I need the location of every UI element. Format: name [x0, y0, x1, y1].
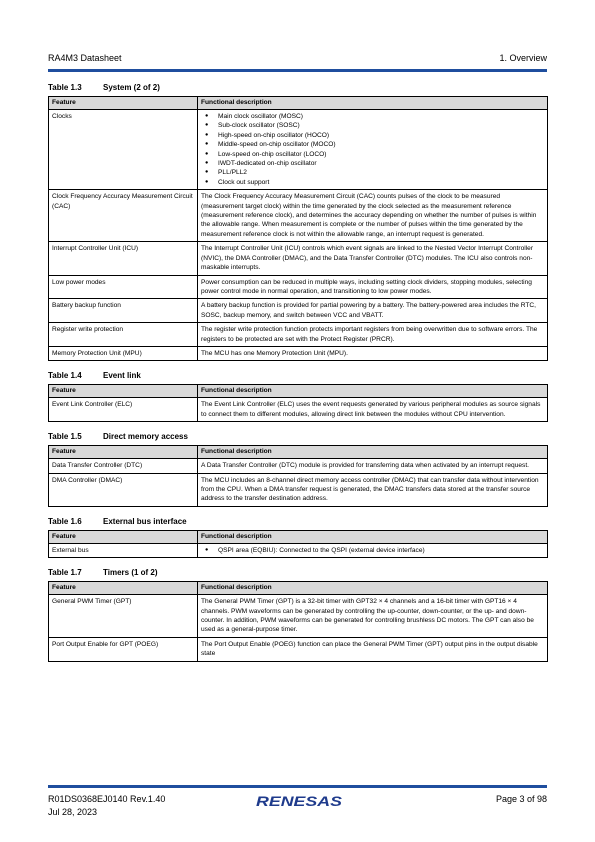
feature-cell: Data Transfer Controller (DTC) — [49, 459, 198, 473]
table-number: Table 1.4 — [48, 371, 82, 381]
column-header-description: Functional description — [198, 97, 548, 110]
feature-cell: External bus — [49, 543, 198, 557]
description-cell: A Data Transfer Controller (DTC) module is provided for transferring data when activated by an interrupt request. — [198, 459, 548, 473]
logo-text: RENESAS — [256, 793, 343, 809]
table-title: System (2 of 2) — [103, 83, 160, 92]
table-caption — [48, 431, 547, 442]
feature-cell: Port Output Enable for GPT (POEG) — [49, 637, 198, 661]
table-row — [49, 459, 548, 473]
table-row — [49, 242, 548, 275]
page-number: Page 3 of 98 — [495, 794, 547, 804]
column-header-description: Functional description — [198, 582, 548, 595]
column-header-feature: Feature — [49, 530, 198, 543]
table-row — [49, 637, 548, 661]
table-title: Direct memory access — [103, 432, 188, 442]
table-row — [49, 190, 548, 242]
table-number: Table 1.7 — [48, 568, 82, 578]
column-header-description: Functional description — [198, 446, 548, 459]
table-row — [49, 275, 548, 299]
table-header-row — [49, 530, 548, 543]
feature-cell: Register write protection — [49, 323, 198, 347]
table-number: Table 1.5 — [48, 432, 82, 442]
list-item: ● Clock out support — [205, 178, 543, 187]
description-cell: A battery backup function is provided for partial powering by a battery. The battery-powered area includes the RTC, SOSC, backup memory, and switch between VCC and VBATT. — [198, 299, 548, 323]
header-rule — [48, 69, 547, 72]
table-caption — [48, 370, 547, 381]
feature-cell: DMA Controller (DMAC) — [49, 473, 198, 506]
list-item: ● High-speed on-chip oscillator (HOCO) — [205, 131, 543, 140]
description-cell: Power consumption can be reduced in multiple ways, including setting clock dividers, stopping modules, selecting power control mode in normal operation, and transitioning to low power modes. — [198, 275, 548, 299]
table-row — [49, 595, 548, 638]
table-event-link — [48, 384, 548, 422]
table-row — [49, 473, 548, 506]
table-row — [49, 299, 548, 323]
table-title: External bus interface — [103, 516, 187, 526]
bullet-list — [201, 112, 543, 187]
feature-cell: Event Link Controller (ELC) — [49, 398, 198, 422]
table-row — [49, 346, 548, 360]
table-row — [49, 543, 548, 557]
column-header-feature: Feature — [49, 582, 198, 595]
table-title: Timers (1 of 2) — [103, 568, 158, 578]
column-header-description: Functional description — [198, 385, 548, 398]
section-title: 1. Overview — [499, 53, 547, 63]
list-item: ● Middle-speed on-chip oscillator (MOCO) — [205, 140, 543, 149]
feature-cell: Clocks — [49, 110, 198, 190]
table-direct-memory-access — [48, 445, 548, 507]
description-cell: The register write protection function protects important registers from being overwritten due to software errors. The registers to be protected are set with the Protect Register (PRCR). — [198, 323, 548, 347]
table-row — [49, 398, 548, 422]
table-header-row — [49, 582, 548, 595]
bullet-list — [201, 546, 543, 555]
description-cell — [198, 543, 548, 557]
document-title: RA4M3 Datasheet — [48, 53, 122, 63]
footer-rule — [48, 785, 547, 788]
feature-cell: Memory Protection Unit (MPU) — [49, 346, 198, 360]
table-system — [48, 96, 548, 361]
feature-cell: General PWM Timer (GPT) — [49, 595, 198, 638]
column-header-feature: Feature — [49, 97, 198, 110]
document-number: R01DS0368EJ0140 Rev.1.40 — [48, 794, 166, 804]
description-cell: The Port Output Enable (POEG) function can place the General PWM Timer (GPT) output pins in the output disable state — [198, 637, 548, 661]
list-item: ● IWDT-dedicated on-chip oscillator — [205, 159, 543, 168]
feature-cell: Clock Frequency Accuracy Measurement Circuit (CAC) — [49, 190, 198, 242]
column-header-feature: Feature — [49, 385, 198, 398]
table-number: Table 1.6 — [48, 516, 82, 526]
table-timers — [48, 581, 548, 661]
list-item: ● Low-speed on-chip oscillator (LOCO) — [205, 150, 543, 159]
page-content — [48, 82, 547, 671]
description-cell: The Clock Frequency Accuracy Measurement Circuit (CAC) counts pulses of the clock to be measured (measurement target clock) within the time generated by the clock selected as the measurement reference (measurement reference clock), and determines the accuracy depending on whether the number of pulses is within the allowable range. When measurement is complete or the number of pulses within the time generated by the measurement reference clock is not within the allowable range, an interrupt request is generated. — [198, 190, 548, 242]
table-external-bus — [48, 530, 548, 558]
list-item: ● Sub-clock oscillator (SOSC) — [205, 121, 543, 130]
description-cell: The MCU includes an 8-channel direct memory access controller (DMAC) that can transfer data without intervention from the CPU. When a DMA transfer request is generated, the DMAC transfers data stored at the transfer source address to the transfer destination address. — [198, 473, 548, 506]
renesas-logo — [256, 793, 344, 809]
table-caption — [48, 567, 547, 578]
feature-cell: Interrupt Controller Unit (ICU) — [49, 242, 198, 275]
list-item: ● QSPI area (EQBIU): Connected to the QSPI (external device interface) — [205, 546, 543, 555]
feature-cell: Low power modes — [49, 275, 198, 299]
table-title: Event link — [103, 371, 141, 381]
column-header-description: Functional description — [198, 530, 548, 543]
list-item: ● Main clock oscillator (MOSC) — [205, 112, 543, 121]
column-header-feature: Feature — [49, 446, 198, 459]
table-number: Table 1.3 — [48, 83, 82, 92]
list-item: ● PLL/PLL2 — [205, 168, 543, 177]
page-footer — [48, 794, 547, 824]
description-cell — [198, 110, 548, 190]
table-header-row — [49, 446, 548, 459]
page-header — [48, 53, 547, 67]
table-header-row — [49, 385, 548, 398]
description-cell: The Interrupt Controller Unit (ICU) controls which event signals are linked to the Nested Vector Interrupt Controller (NVIC), the DMA Controller (DMAC), and the Data Transfer Controller (DTC) modules. The ICU also controls non-maskable interrupts. — [198, 242, 548, 275]
description-cell: The Event Link Controller (ELC) uses the event requests generated by various peripheral modules as source signals to connect them to different modules, allowing direct link between the modules without CPU intervention. — [198, 398, 548, 422]
table-header-row — [49, 97, 548, 110]
feature-cell: Battery backup function — [49, 299, 198, 323]
table-row — [49, 110, 548, 190]
table-caption — [48, 516, 547, 527]
description-cell: The General PWM Timer (GPT) is a 32-bit timer with GPT32 × 4 channels and a 16-bit timer with GPT16 × 4 channels. PWM waveforms can be generated by controlling the up-counter, down-counter, or the up- and down-counter. In addition, PWM waveforms can be generated for controlling brushless DC motors. The GPT can also be used as a general-purpose timer. — [198, 595, 548, 638]
table-caption — [48, 82, 547, 93]
document-date: Jul 28, 2023 — [48, 807, 98, 817]
description-cell: The MCU has one Memory Protection Unit (MPU). — [198, 346, 548, 360]
table-row — [49, 323, 548, 347]
